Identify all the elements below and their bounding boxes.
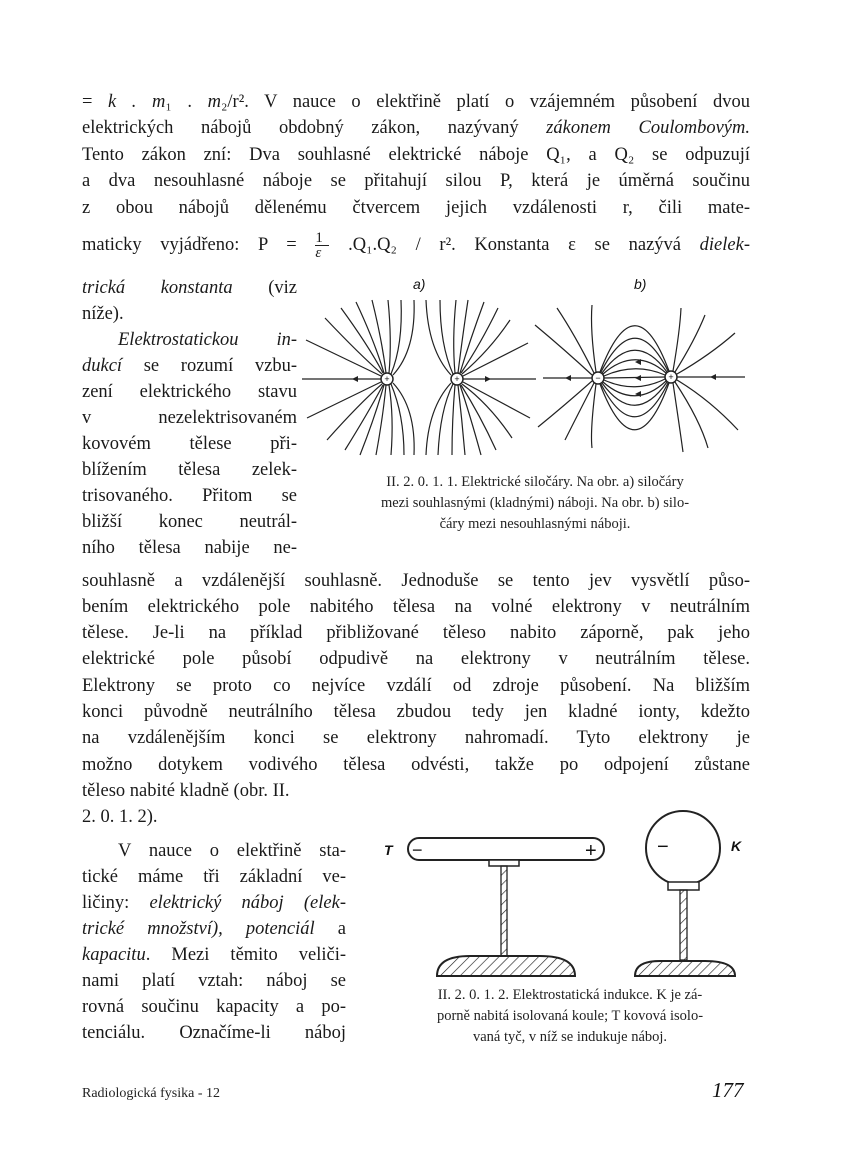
- text-line: ního tělesa nabije ne-: [82, 538, 297, 558]
- text-line: V nauce o elektřině sta-: [118, 841, 346, 861]
- text-line: kapacitu. Mezi těmito veliči-: [82, 945, 346, 965]
- text-line: možno dotykem vodivého tělesa odvésti, takže po odpojení zůstane: [82, 755, 750, 775]
- text-line: v nezelektrisovaném: [82, 408, 297, 428]
- text-line: blížením tělesa zelek-: [82, 460, 297, 480]
- field-lines-figure: [298, 290, 768, 470]
- charge-b-left: −: [595, 373, 601, 383]
- text-line: dukcí se rozumí vzbu-: [82, 356, 297, 376]
- text-line: Elektrostatickou in-: [118, 330, 297, 350]
- text-line: Tento zákon zní: Dva souhlasné elektrické náboje Q₁, a Q₂ se odpuzují: [82, 145, 750, 165]
- induction-figure: [370, 800, 770, 980]
- text-line: kovovém tělese při-: [82, 434, 297, 454]
- figure-label-b: b): [634, 276, 647, 292]
- text-line: tické máme tři základní ve-: [82, 867, 346, 887]
- text-line: na vzdálenějším konci se elektrony nahromadí. Tyto elektrony je: [82, 728, 750, 748]
- text-line: elektrické pole působí odpudivě na elektrony v neutrálním tělese.: [82, 649, 750, 669]
- text-line: nami platí vztah: náboj se: [82, 971, 346, 991]
- rod-plus: +: [585, 840, 597, 862]
- text-line: elektrických nábojů obdobný zákon, nazývaný zákonem Coulombovým.: [82, 118, 750, 138]
- text-line: z obou nábojů dělenému čtvercem jejich vzdálenosti r, čili mate-: [82, 198, 750, 218]
- text-line: a dva nesouhlasné náboje se přitahují silou P, která je úměrná součinu: [82, 171, 750, 191]
- text-line: Elektrony se proto co nejvíce vzdálí od zdroje působení. Na bližším: [82, 676, 750, 696]
- charge-a-right: +: [454, 374, 460, 384]
- text-line: bením elektrického pole nabitého tělesa na volné elektrony v neutrálním: [82, 597, 750, 617]
- text-line: konci původně neutrálního tělesa zbudou tedy jen kladné ionty, kdežto: [82, 702, 750, 722]
- text-line: rovná součinu kapacity a po-: [82, 997, 346, 1017]
- text-line: tenciálu. Označíme-li náboj: [82, 1023, 346, 1043]
- label-T: T: [384, 842, 393, 858]
- page-number: 177: [712, 1078, 744, 1102]
- rod-minus: −: [412, 840, 423, 860]
- text-line: ličiny: elektrický náboj (elek-: [82, 893, 346, 913]
- charge-b-right: +: [668, 372, 674, 382]
- text-line: tělese. Je-li na příklad přibližované těleso nabito záporně, pak jeho: [82, 623, 750, 643]
- fraction: $\frac{1}{\varepsilon}$: [315, 231, 329, 260]
- figure-2-caption: II. 2. 0. 1. 2. Elektrostatická indukce. K je zá- porně nabitá isolovaná koule; T kovová isolo- vaná tyč, v níž se indukuje náboj.: [436, 987, 704, 1045]
- charge-a-left: +: [384, 374, 390, 384]
- text-line: trická konstanta (viz: [82, 278, 298, 298]
- text-line: bližší konec neutrál-: [82, 512, 297, 532]
- sphere-minus: −: [657, 836, 669, 858]
- text-line: zení elektrického stavu: [82, 382, 297, 402]
- text-line: souhlasně a vzdálenější souhlasně. Jednoduše se tento jev vysvětlí půso-: [82, 571, 750, 591]
- text-line-formula: maticky vyjádřeno: P = $\frac{1}{\varepsilon}$ .Q₁.Q₂ / r². Konstanta ε se nazývá dielek-: [82, 230, 750, 261]
- figure-1-caption: II. 2. 0. 1. 1. Elektrické siločáry. Na obr. a) siločáry mezi souhlasnými (kladnými) náboji. Na obr. b) silo- čáry mezi nesouhlasnými náboji.: [380, 474, 690, 532]
- text-line: těleso nabité kladně (obr. II.: [82, 781, 290, 801]
- text-line: níže).: [82, 304, 124, 324]
- text-line: trisovaného. Přitom se: [82, 486, 297, 506]
- label-K: K: [731, 838, 742, 854]
- text-line: = k . m₁ . m₂/r². V nauce o elektřině platí o vzájemném působení dvou: [82, 92, 750, 112]
- text-line: trické množství), potenciál a: [82, 919, 346, 939]
- text-line: 2. 0. 1. 2).: [82, 807, 158, 827]
- figure-label-a: a): [413, 276, 426, 292]
- printer-signature: Radiologická fysika - 12: [82, 1086, 221, 1101]
